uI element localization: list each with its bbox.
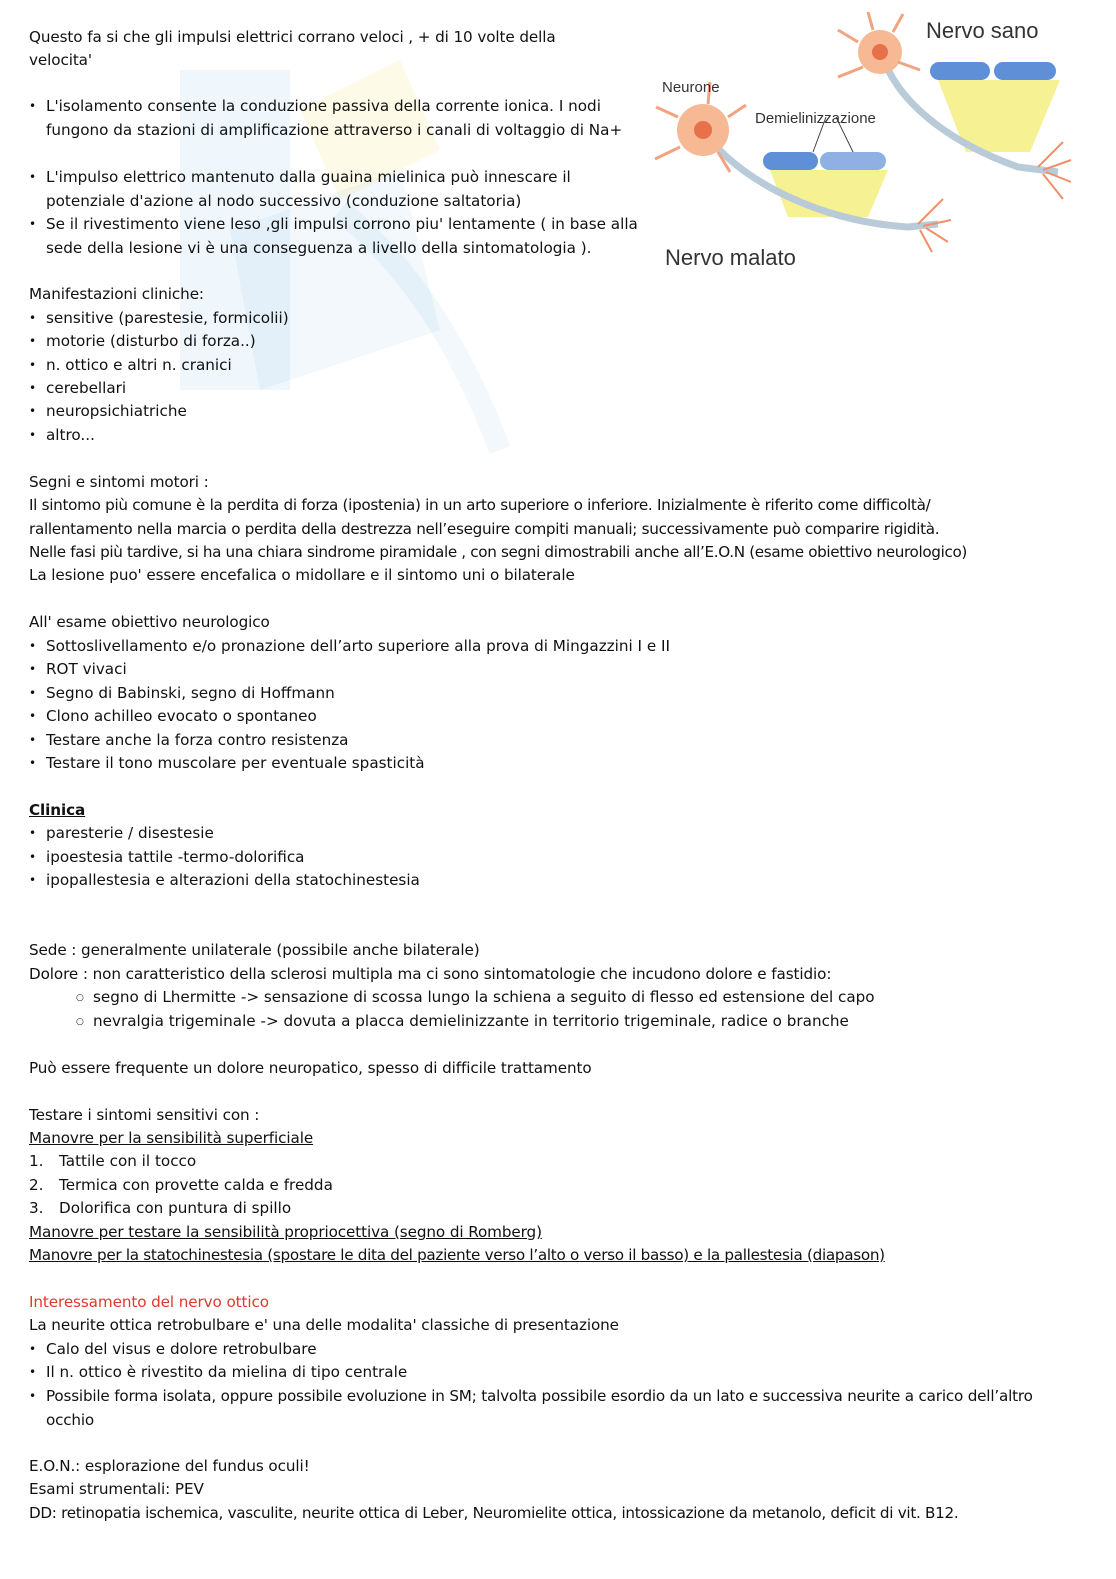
ottico-paragraph: La neurite ottica retrobulbare e' una delle modalita' classiche di presentazione xyxy=(29,1316,619,1334)
list-item: • Possibile forma isolata, oppure possibile evoluzione in SM; talvolta possibile esordio da un lato e successiva neurite a carico dell’altro occhio xyxy=(29,1385,1036,1432)
ottico-title: Interessamento del nervo ottico xyxy=(29,1293,269,1311)
intro-bullet: • L'impulso elettrico mantenuto dalla guaina mielinica può innescare il potenziale d'azione al nodo successivo (conduzione saltatoria) xyxy=(29,166,606,213)
list-item: • cerebellari xyxy=(29,377,126,401)
numbered-item xyxy=(29,1150,196,1174)
list-item: • Segno di Babinski, segno di Hoffmann xyxy=(29,682,335,706)
intro-line-2: velocita' xyxy=(29,51,92,69)
manovre-propriocettiva: Manovre per testare la sensibilità propriocettiva (segno di Romberg) xyxy=(29,1223,542,1241)
dd-line: DD: retinopatia ischemica, vasculite, neurite ottica di Leber, Neuromielite ottica, intossicazione da metanolo, deficit di vit. B12. xyxy=(29,1504,959,1522)
label-neurone: Neurone xyxy=(662,79,720,96)
numbered-item xyxy=(29,1197,291,1221)
label-nervo-sano: Nervo sano xyxy=(926,18,1039,43)
item-text: Tattile con il tocco xyxy=(59,1152,197,1170)
list-item: • ipopallestesia e alterazioni della statochinestesia xyxy=(29,869,420,893)
intro-bullet: • L'isolamento consente la conduzione passiva della corrente ionica. I nodi fungono da stazioni di amplificazione attraverso i canali di voltaggio di Na+ xyxy=(29,95,646,142)
label-nervo-malato: Nervo malato xyxy=(665,245,796,270)
segni-title: Segni e sintomi motori : xyxy=(29,473,209,491)
segni-paragraph: La lesione puo' essere encefalica o midollare e il sintomo uni o bilaterale xyxy=(29,566,575,584)
list-item: • ROT vivaci xyxy=(29,658,127,682)
sub-list-item: ○ nevralgia trigeminale -> dovuta a placca demielinizzante in territorio trigeminale, radice o branche xyxy=(76,1010,849,1034)
list-item: • Testare il tono muscolare per eventuale spasticità xyxy=(29,752,425,776)
item-text: Termica con provette calda e fredda xyxy=(59,1176,333,1194)
manovre-statochinestesia: Manovre per la statochinestesia (spostare le dita del paziente verso l’alto o verso il basso) e la pallestesia (diapason) xyxy=(29,1246,885,1264)
label-demielinizzazione: Demielinizzazione xyxy=(755,110,876,127)
segni-paragraph: rallentamento nella marcia o perdita della destrezza nell’eseguire compiti manuali; successivamente può comparire rigidità. xyxy=(29,520,940,538)
intro-bullet: • Se il rivestimento viene leso ,gli impulsi corrono piu' lentamente ( in base alla sede della lesione vi è una conseguenza a livello della sintomatologia ). xyxy=(29,213,646,260)
intro-line-1: Questo fa si che gli impulsi elettrici corrano veloci , + di 10 volte della xyxy=(29,28,556,46)
list-item: • n. ottico e altri n. cranici xyxy=(29,354,232,378)
list-item: • Calo del visus e dolore retrobulbare xyxy=(29,1338,317,1362)
sede-line: Sede : generalmente unilaterale (possibile anche bilaterale) xyxy=(29,941,480,959)
test-title: Testare i sintomi sensitivi con : xyxy=(29,1106,260,1124)
item-number: 1. xyxy=(29,1152,44,1170)
list-item: • Il n. ottico è rivestito da mielina di tipo centrale xyxy=(29,1361,407,1385)
list-item: • ipoestesia tattile -termo-dolorifica xyxy=(29,846,305,870)
item-number: 2. xyxy=(29,1176,44,1194)
segni-paragraph: Nelle fasi più tardive, si ha una chiara sindrome piramidale , con segni dimostrabili anche all’E.O.N (esame obiettivo neurologico) xyxy=(29,543,967,561)
esami-line: Esami strumentali: PEV xyxy=(29,1480,204,1498)
segni-paragraph: Il sintomo più comune è la perdita di forza (ipostenia) in un arto superiore o inferiore. Inizialmente è riferito come difficoltà/ xyxy=(29,496,931,514)
item-number: 3. xyxy=(29,1199,44,1217)
manifestazioni-title: Manifestazioni cliniche: xyxy=(29,285,204,303)
list-item: • Clono achilleo evocato o spontaneo xyxy=(29,705,317,729)
sub-list-item: ○ segno di Lhermitte -> sensazione di scossa lungo la schiena a seguito di flesso ed estensione del capo xyxy=(76,986,875,1010)
eon-line: E.O.N.: esplorazione del fundus oculi! xyxy=(29,1457,310,1475)
list-item: • motorie (disturbo di forza..) xyxy=(29,330,256,354)
dolore-line: Dolore : non caratteristico della sclerosi multipla ma ci sono sintomatologie che incudono dolore e fastidio: xyxy=(29,965,832,983)
nerve-figure xyxy=(648,12,1078,282)
list-item: • Sottoslivellamento e/o pronazione dell’arto superiore alla prova di Mingazzini I e II xyxy=(29,635,670,659)
nerve-illustration xyxy=(648,12,1078,282)
list-item: • altro... xyxy=(29,424,95,448)
list-item: • paresterie / disestesie xyxy=(29,822,214,846)
list-item: • sensitive (parestesie, formicolii) xyxy=(29,307,289,331)
numbered-item xyxy=(29,1174,333,1198)
list-item: • neuropsichiatriche xyxy=(29,400,187,424)
list-item: • Testare anche la forza contro resistenza xyxy=(29,729,348,753)
dolore-neuropatico-line: Può essere frequente un dolore neuropatico, spesso di difficile trattamento xyxy=(29,1059,592,1077)
esame-title: All' esame obiettivo neurologico xyxy=(29,613,270,631)
item-text: Dolorifica con puntura di spillo xyxy=(59,1199,292,1217)
clinica-title: Clinica xyxy=(29,801,86,819)
manovre-superficiale: Manovre per la sensibilità superficiale xyxy=(29,1129,314,1147)
